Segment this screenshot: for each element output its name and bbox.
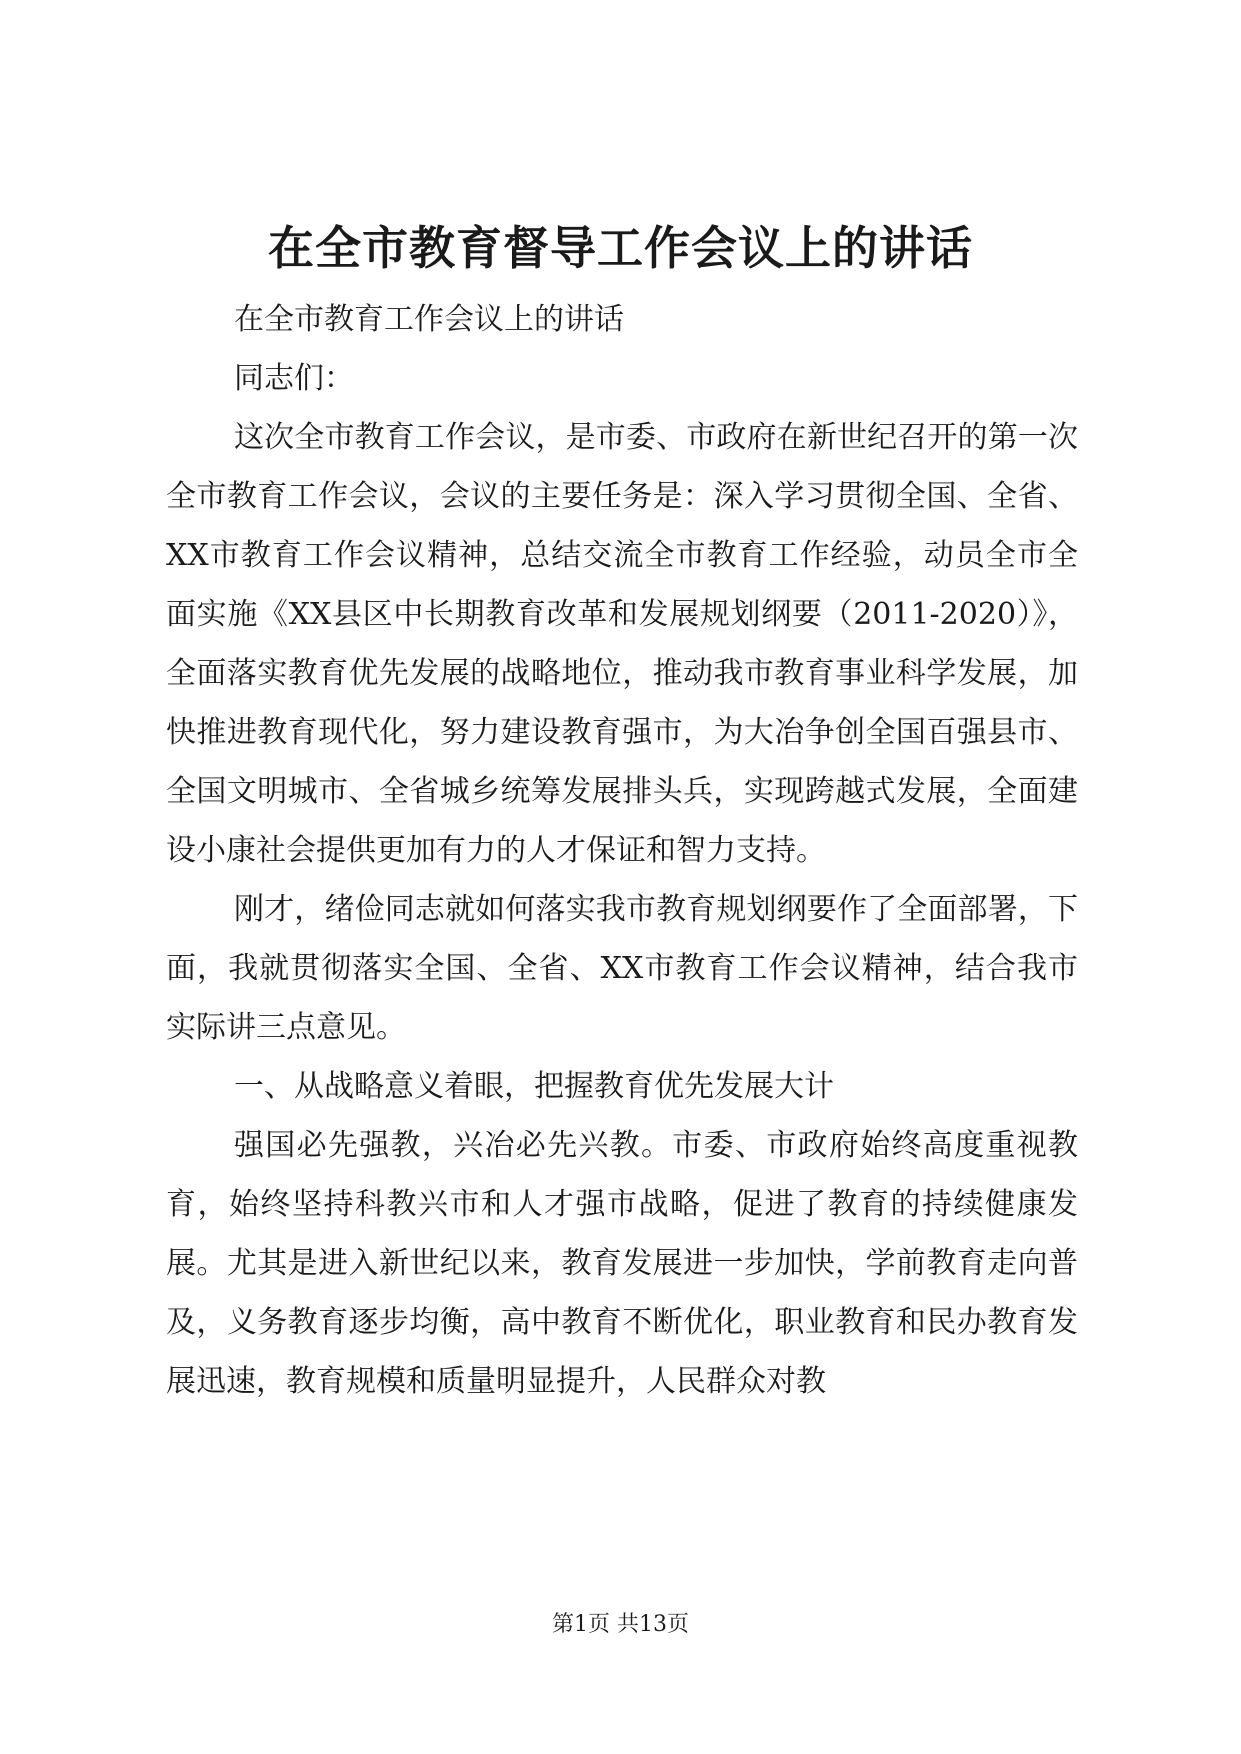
body-paragraph: 刚才，绪俭同志就如何落实我市教育规划纲要作了全面部署，下面，我就贯彻落实全国、全省、XX市教育工作会议精神，结合我市实际讲三点意见。 bbox=[166, 892, 1078, 1045]
document-title: 在全市教育督导工作会议上的讲话 bbox=[268, 221, 973, 275]
salutation-paragraph: 同志们： bbox=[234, 361, 354, 396]
section-heading: 一、从战略意义着眼，把握教育优先发展大计 bbox=[234, 1069, 834, 1104]
subtitle-paragraph: 在全市教育工作会议上的讲话 bbox=[234, 302, 624, 337]
body-paragraph: 强国必先强教，兴冶必先兴教。市委、市政府始终高度重视教育，始终坚持科教兴市和人才强市战略，促进了教育的持续健康发展。尤其是进入新世纪以来，教育发展进一步加快，学前教育走向普及，义务教育逐步均衡，高中教育不断优化，职业教育和民办教育发展迅速，教育规模和质量明显提升，人民群众对教 bbox=[166, 1128, 1078, 1399]
page-footer: 第1页 共13页 bbox=[552, 1612, 689, 1637]
document-body bbox=[166, 290, 1078, 1411]
body-paragraph: 这次全市教育工作会议，是市委、市政府在新世纪召开的第一次全市教育工作会议，会议的主要任务是：深入学习贯彻全国、全省、XX市教育工作会议精神，总结交流全市教育工作经验，动员全市全面实施《XX县区中长期教育改革和发展规划纲要（2011-2020）》，全面落实教育优先发展的战略地位，推动我市教育事业科学发展，加快推进教育现代化，努力建设教育强市，为大冶争创全国百强县市、全国文明城市、全省城乡统筹发展排头兵，实现跨越式发展，全面建设小康社会提供更加有力的人才保证和智力支持。 bbox=[166, 420, 1078, 868]
